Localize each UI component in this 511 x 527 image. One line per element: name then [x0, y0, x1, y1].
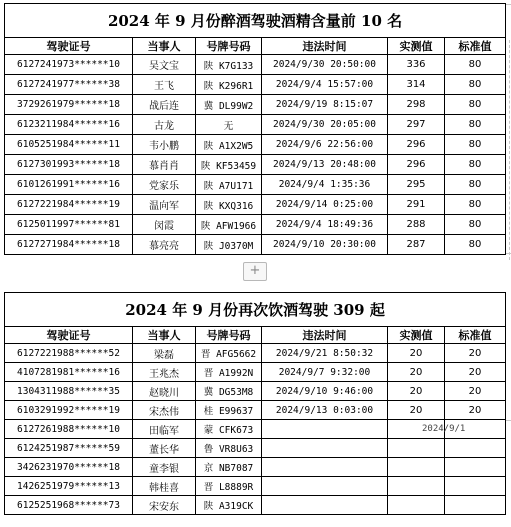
time-cell	[262, 458, 388, 477]
table-row	[5, 382, 506, 401]
measured-cell: 336	[388, 55, 445, 75]
standard-cell	[445, 458, 506, 477]
col-header-measured: 实测值	[388, 327, 445, 344]
measured-cell: 298	[388, 95, 445, 115]
table-row	[5, 458, 506, 477]
plate-cell: 蒙 CFK673	[196, 420, 262, 439]
plate-cell: 无	[196, 115, 262, 135]
table-row	[5, 115, 506, 135]
license-cell: 1426251979******13	[5, 477, 133, 496]
time-cell: 2024/9/19 8:15:07	[262, 95, 388, 115]
measured-cell: 296	[388, 155, 445, 175]
table-row	[5, 195, 506, 215]
time-cell: 2024/9/10 9:46:00	[262, 382, 388, 401]
plate-cell: 陕 A319CK	[196, 496, 262, 515]
measured-cell	[388, 496, 445, 515]
measured-cell: 20	[388, 363, 445, 382]
time-cell: 2024/9/30 20:50:00	[262, 55, 388, 75]
time-cell: 2024/9/30 20:05:00	[262, 115, 388, 135]
plate-cell: 冀 DG53M8	[196, 382, 262, 401]
plate-cell: 晋 A1992N	[196, 363, 262, 382]
time-cell: 2024/9/14 0:25:00	[262, 195, 388, 215]
col-header-license: 驾驶证号	[5, 38, 133, 55]
person-cell: 慕亮亮	[133, 235, 196, 255]
person-cell: 董长华	[133, 439, 196, 458]
table-row	[5, 155, 506, 175]
plate-cell: 陕 K7G133	[196, 55, 262, 75]
measured-cell: 291	[388, 195, 445, 215]
time-cell	[262, 420, 388, 439]
person-cell: 王飞	[133, 75, 196, 95]
standard-cell: 80	[445, 135, 506, 155]
license-cell: 6127301993******18	[5, 155, 133, 175]
standard-cell: 80	[445, 95, 506, 115]
overlapping-text-fragment: 2024/9/1	[422, 424, 466, 434]
standard-cell: 20	[445, 382, 506, 401]
standard-cell	[445, 439, 506, 458]
person-cell: 韦小鹏	[133, 135, 196, 155]
col-header-standard: 标准值	[445, 327, 506, 344]
table-row	[5, 95, 506, 115]
person-cell: 慕肖肖	[133, 155, 196, 175]
license-cell: 6127261988******10	[5, 420, 133, 439]
license-cell: 6127241977******38	[5, 75, 133, 95]
person-cell: 田临军	[133, 420, 196, 439]
table-row	[5, 439, 506, 458]
table-title: 2024 年 9 月份醉酒驾驶酒精含量前 10 名	[5, 4, 506, 38]
col-header-time: 违法时间	[262, 327, 388, 344]
time-cell: 2024/9/13 0:03:00	[262, 401, 388, 420]
measured-cell: 20	[388, 382, 445, 401]
license-cell: 6125011997******81	[5, 215, 133, 235]
drunk-driving-table	[4, 3, 506, 255]
measured-cell: 287	[388, 235, 445, 255]
license-cell: 6127221988******52	[5, 344, 133, 363]
standard-cell: 80	[445, 175, 506, 195]
plate-cell: 桂 E99637	[196, 401, 262, 420]
page-guide-right	[509, 40, 510, 260]
time-cell	[262, 496, 388, 515]
license-cell: 3729261979******18	[5, 95, 133, 115]
table-title: 2024 年 9 月份再次饮酒驾驶 309 起	[5, 293, 506, 327]
license-cell: 4107281981******16	[5, 363, 133, 382]
person-cell: 赵晓川	[133, 382, 196, 401]
table-row	[5, 175, 506, 195]
table-row	[5, 55, 506, 75]
time-cell: 2024/9/7 9:32:00	[262, 363, 388, 382]
table-row	[5, 401, 506, 420]
standard-cell: 80	[445, 115, 506, 135]
standard-cell	[445, 496, 506, 515]
standard-cell: 20	[445, 344, 506, 363]
license-cell: 6105251984******11	[5, 135, 133, 155]
measured-cell: 288	[388, 215, 445, 235]
license-cell: 6103291992******19	[5, 401, 133, 420]
person-cell: 王兆杰	[133, 363, 196, 382]
measured-cell: 296	[388, 135, 445, 155]
time-cell: 2024/9/21 8:50:32	[262, 344, 388, 363]
person-cell: 梁磊	[133, 344, 196, 363]
standard-cell: 80	[445, 195, 506, 215]
license-cell: 6127221984******19	[5, 195, 133, 215]
person-cell: 闵霞	[133, 215, 196, 235]
standard-cell: 80	[445, 235, 506, 255]
license-cell: 3426231970******18	[5, 458, 133, 477]
person-cell: 古龙	[133, 115, 196, 135]
plate-cell: 陕 AFW1966	[196, 215, 262, 235]
plate-cell: 陕 K296R1	[196, 75, 262, 95]
table-row	[5, 215, 506, 235]
table-row	[5, 477, 506, 496]
standard-cell: 20	[445, 363, 506, 382]
standard-cell: 80	[445, 215, 506, 235]
license-cell: 6123211984******16	[5, 115, 133, 135]
license-cell: 6125251968******73	[5, 496, 133, 515]
license-cell: 6127271984******18	[5, 235, 133, 255]
table-row	[5, 344, 506, 363]
standard-cell	[445, 477, 506, 496]
measured-cell: 295	[388, 175, 445, 195]
add-row-button[interactable]: +	[243, 262, 267, 281]
time-cell	[262, 439, 388, 458]
license-cell: 6127241973******10	[5, 55, 133, 75]
measured-cell: 297	[388, 115, 445, 135]
plate-cell: 鲁 VR8U63	[196, 439, 262, 458]
measured-cell	[388, 458, 445, 477]
col-header-plate: 号牌号码	[196, 327, 262, 344]
time-cell: 2024/9/4 15:57:00	[262, 75, 388, 95]
time-cell: 2024/9/4 18:49:36	[262, 215, 388, 235]
person-cell: 宋杰伟	[133, 401, 196, 420]
license-cell: 1304311988******35	[5, 382, 133, 401]
plate-cell: 陕 J0370M	[196, 235, 262, 255]
plate-cell: 京 NB7087	[196, 458, 262, 477]
plate-cell: 晋 AFG5662	[196, 344, 262, 363]
time-cell: 2024/9/4 1:35:36	[262, 175, 388, 195]
person-cell: 吴文宝	[133, 55, 196, 75]
col-header-standard: 标准值	[445, 38, 506, 55]
plate-cell: 陕 KF53459	[196, 155, 262, 175]
plate-cell: 冀 DL99W2	[196, 95, 262, 115]
table-row	[5, 363, 506, 382]
standard-cell: 20	[445, 401, 506, 420]
time-cell: 2024/9/13 20:48:00	[262, 155, 388, 175]
standard-cell: 80	[445, 75, 506, 95]
col-header-measured: 实测值	[388, 38, 445, 55]
person-cell: 宋安东	[133, 496, 196, 515]
col-header-plate: 号牌号码	[196, 38, 262, 55]
measured-cell: 20	[388, 401, 445, 420]
plate-cell: 陕 KXQ316	[196, 195, 262, 215]
table-row	[5, 496, 506, 515]
plate-cell: 晋 L8889R	[196, 477, 262, 496]
time-cell	[262, 477, 388, 496]
time-cell: 2024/9/10 20:30:00	[262, 235, 388, 255]
table-row	[5, 235, 506, 255]
col-header-person: 当事人	[133, 38, 196, 55]
table-row	[5, 135, 506, 155]
person-cell: 韩桂喜	[133, 477, 196, 496]
measured-cell	[388, 439, 445, 458]
person-cell: 党家乐	[133, 175, 196, 195]
col-header-time: 违法时间	[262, 38, 388, 55]
person-cell: 温向军	[133, 195, 196, 215]
repeat-drink-driving-table	[4, 292, 506, 515]
standard-cell: 80	[445, 155, 506, 175]
person-cell: 战后连	[133, 95, 196, 115]
license-cell: 6101261991******16	[5, 175, 133, 195]
measured-cell: 314	[388, 75, 445, 95]
standard-cell: 80	[445, 55, 506, 75]
person-cell: 童李银	[133, 458, 196, 477]
table-row	[5, 75, 506, 95]
measured-cell	[388, 477, 445, 496]
time-cell: 2024/9/6 22:56:00	[262, 135, 388, 155]
plate-cell: 陕 A1X2W5	[196, 135, 262, 155]
col-header-license: 驾驶证号	[5, 327, 133, 344]
measured-cell: 20	[388, 344, 445, 363]
col-header-person: 当事人	[133, 327, 196, 344]
plate-cell: 陕 A7U171	[196, 175, 262, 195]
license-cell: 6124251987******59	[5, 439, 133, 458]
